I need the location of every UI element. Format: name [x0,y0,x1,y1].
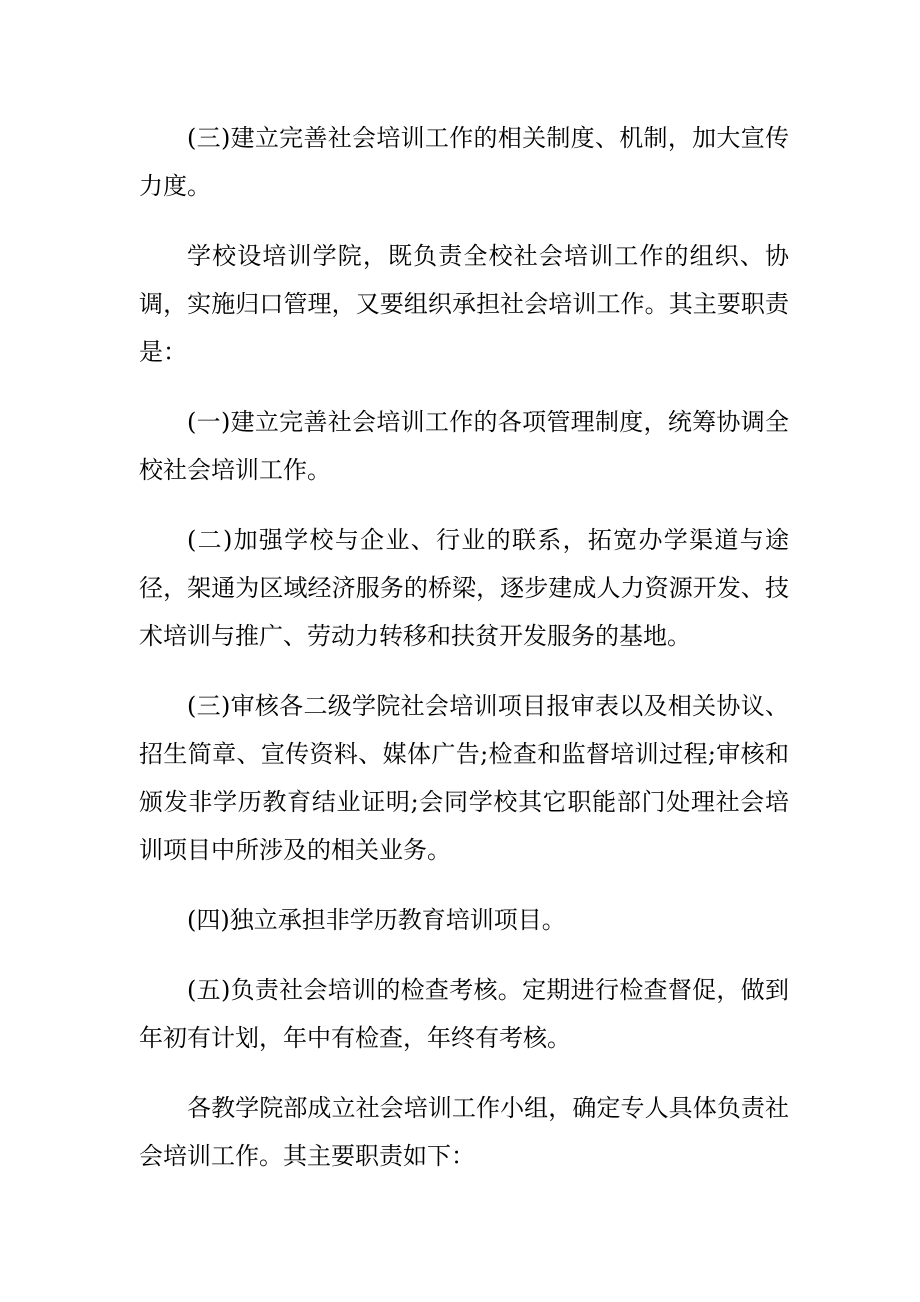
paragraph-department-groups: 各教学院部成立社会培训工作小组，确定专人具体负责社会培训工作。其主要职责如下： [139,1094,789,1170]
paragraph-section-3-mechanism: (三)建立完善社会培训工作的相关制度、机制，加大宣传力度。 [139,124,789,200]
paragraph-duty-2: (二)加强学校与企业、行业的联系，拓宽办学渠道与途径，架通为区域经济服务的桥梁，逐步建成人力资源开发、技术培训与推广、劳动力转移和扶贫开发服务的基地。 [139,526,789,650]
document-body [139,114,789,1202]
paragraph-duty-5: (五)负责社会培训的检查考核。定期进行检查督促，做到年初有计划，年中有检查，年终有考核。 [139,976,789,1052]
paragraph-duty-3: (三)审核各二级学院社会培训项目报审表以及相关协议、招生简章、宣传资料、媒体广告;检查和监督培训过程;审核和颁发非学历教育结业证明;会同学校其它职能部门处理社会培训项目中所涉及的相关业务。 [139,692,789,864]
paragraph-duty-4: (四)独立承担非学历教育培训项目。 [187,906,566,934]
paragraph-training-college-intro: 学校设培训学院，既负责全校社会培训工作的组织、协调，实施归口管理，又要组织承担社会培训工作。其主要职责是： [139,242,789,366]
paragraph-duty-1: (一)建立完善社会培训工作的各项管理制度，统筹协调全校社会培训工作。 [139,408,789,484]
